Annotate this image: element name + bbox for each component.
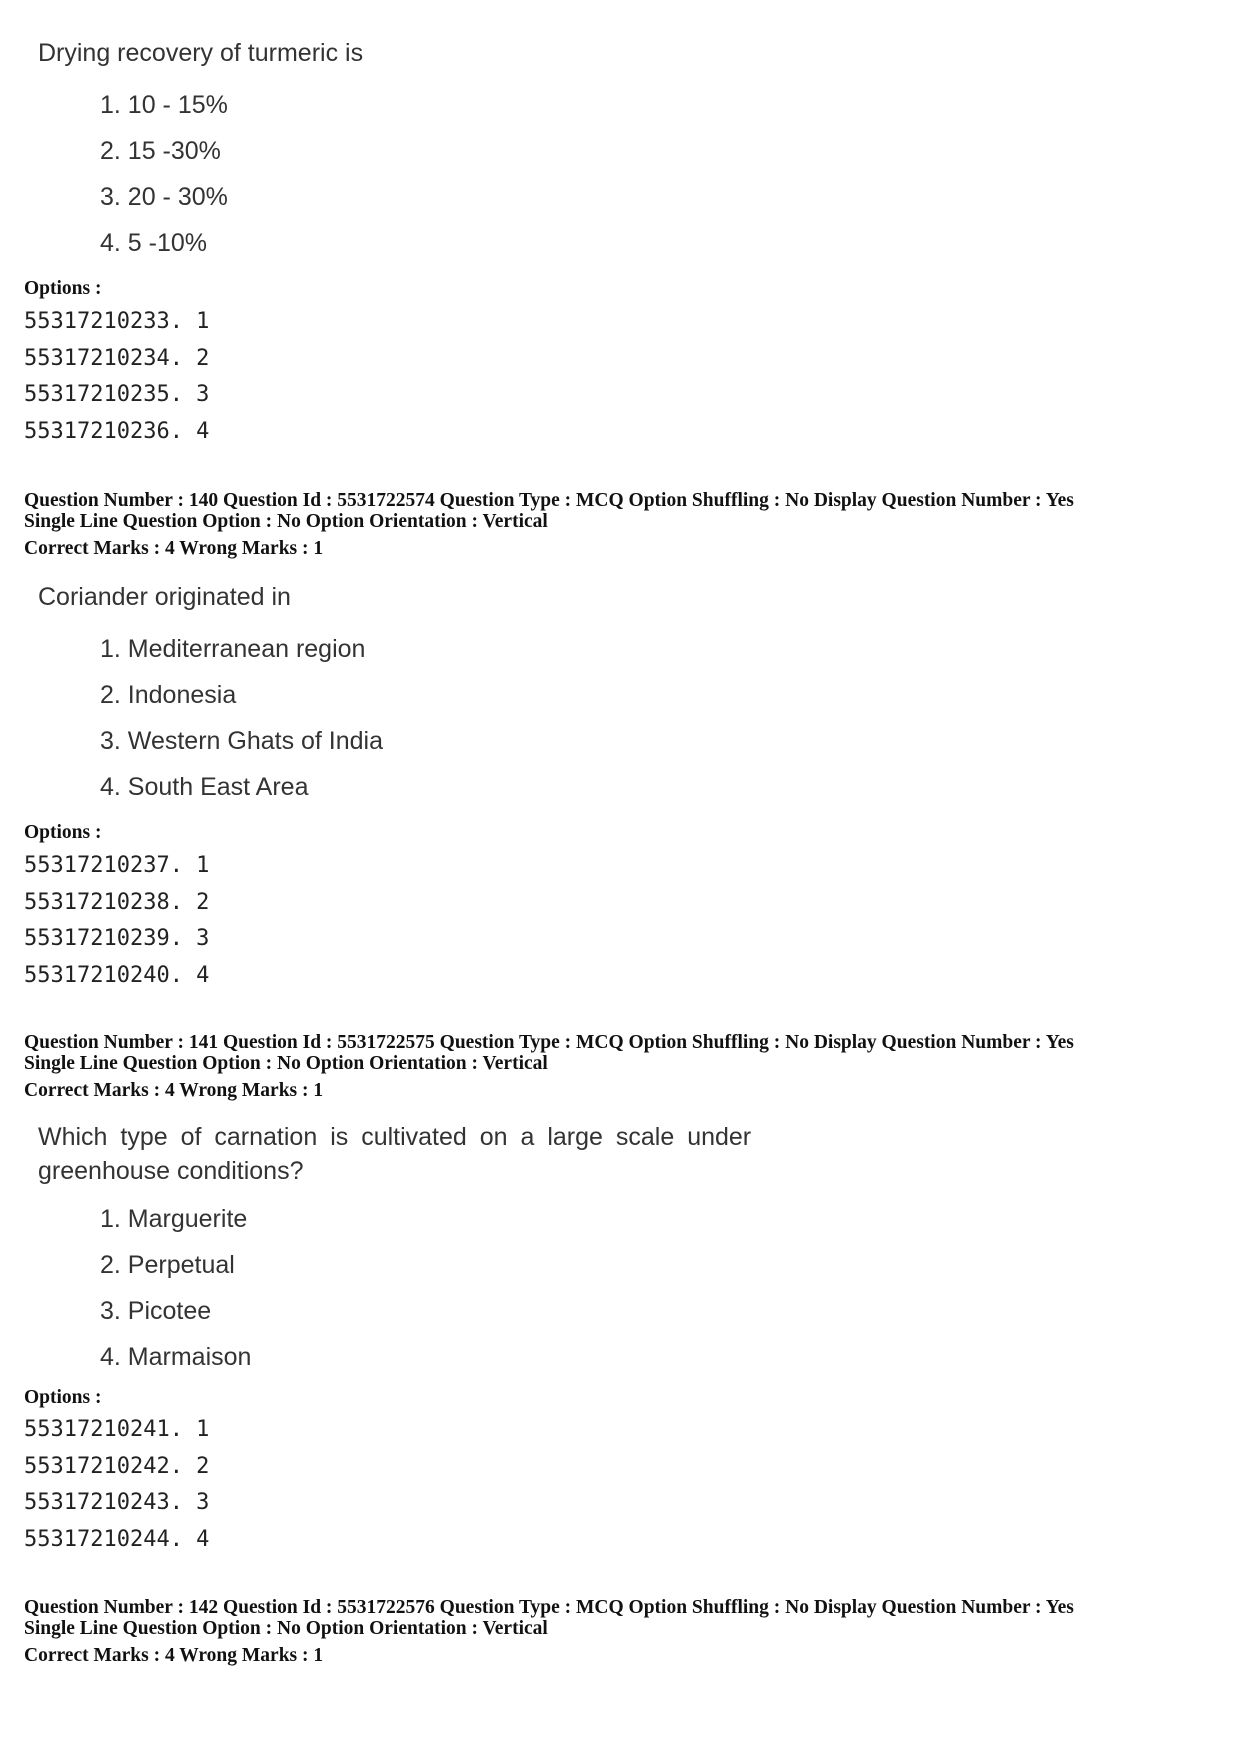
marks-line: Correct Marks : 4 Wrong Marks : 1 bbox=[24, 538, 324, 559]
choice-item: 1. Marguerite bbox=[100, 1205, 248, 1233]
option-item: 55317210242. 2 bbox=[24, 1453, 210, 1479]
meta-line: Single Line Question Option : No Option Orientation : Vertical bbox=[24, 1053, 548, 1074]
choice-item: 2. Perpetual bbox=[100, 1251, 235, 1279]
option-item: 55317210238. 2 bbox=[24, 889, 210, 915]
choice-item: 3. Western Ghats of India bbox=[100, 727, 384, 755]
meta-line: Single Line Question Option : No Option Orientation : Vertical bbox=[24, 511, 548, 532]
choice-item: 2. 15 -30% bbox=[100, 137, 221, 165]
option-item: 55317210236. 4 bbox=[24, 418, 210, 444]
choice-item: 2. Indonesia bbox=[100, 681, 237, 709]
choice-item: 4. 5 -10% bbox=[100, 229, 208, 257]
choice-item: 4. Marmaison bbox=[100, 1343, 252, 1371]
option-item: 55317210240. 4 bbox=[24, 962, 210, 988]
question-image bbox=[38, 36, 363, 266]
option-item: 55317210244. 4 bbox=[24, 1526, 210, 1552]
marks-line: Correct Marks : 4 Wrong Marks : 1 bbox=[24, 1080, 324, 1101]
choice-item: 4. South East Area bbox=[100, 773, 309, 801]
question-text-line: greenhouse conditions? bbox=[38, 1157, 304, 1185]
choice-item: 3. Picotee bbox=[100, 1297, 212, 1325]
question-choices bbox=[38, 1196, 751, 1380]
options-label: Options : bbox=[24, 1387, 102, 1408]
choice-item: 3. 20 - 30% bbox=[100, 183, 228, 211]
options-label: Options : bbox=[24, 278, 102, 299]
question-text-line: Which type of carnation is cultivated on a large scale under bbox=[38, 1123, 752, 1151]
choice-item: 1. Mediterranean region bbox=[100, 635, 366, 663]
choice-item: 1. 10 - 15% bbox=[100, 91, 228, 119]
question-text: Coriander originated in bbox=[38, 583, 291, 611]
option-item: 55317210237. 1 bbox=[24, 853, 210, 878]
option-list bbox=[24, 848, 209, 994]
option-item: 55317210234. 2 bbox=[24, 345, 210, 371]
meta-line: Single Line Question Option : No Option Orientation : Vertical bbox=[24, 1618, 548, 1639]
question-text: Drying recovery of turmeric is bbox=[38, 39, 364, 67]
question-choices bbox=[38, 626, 383, 810]
option-list bbox=[24, 304, 209, 450]
question-meta bbox=[24, 1032, 1074, 1101]
meta-line: Question Number : 142 Question Id : 5531722576 Question Type : MCQ Option Shuffling : No Display Question Number : Yes bbox=[24, 1597, 1074, 1618]
option-list bbox=[24, 1412, 209, 1558]
question-image bbox=[38, 1120, 751, 1380]
question-meta bbox=[24, 1597, 1074, 1666]
meta-line: Question Number : 141 Question Id : 5531722575 Question Type : MCQ Option Shuffling : No Display Question Number : Yes bbox=[24, 1032, 1074, 1053]
meta-line: Question Number : 140 Question Id : 5531722574 Question Type : MCQ Option Shuffling : No Display Question Number : Yes bbox=[24, 490, 1074, 511]
option-item: 55317210239. 3 bbox=[24, 926, 210, 951]
option-item: 55317210243. 3 bbox=[24, 1490, 210, 1515]
question-choices bbox=[38, 82, 363, 266]
marks-line: Correct Marks : 4 Wrong Marks : 1 bbox=[24, 1645, 324, 1666]
options-label: Options : bbox=[24, 822, 102, 843]
option-item: 55317210233. 1 bbox=[24, 309, 210, 334]
option-item: 55317210235. 3 bbox=[24, 382, 210, 407]
option-item: 55317210241. 1 bbox=[24, 1417, 210, 1442]
question-meta bbox=[24, 490, 1074, 559]
question-image bbox=[38, 580, 383, 810]
